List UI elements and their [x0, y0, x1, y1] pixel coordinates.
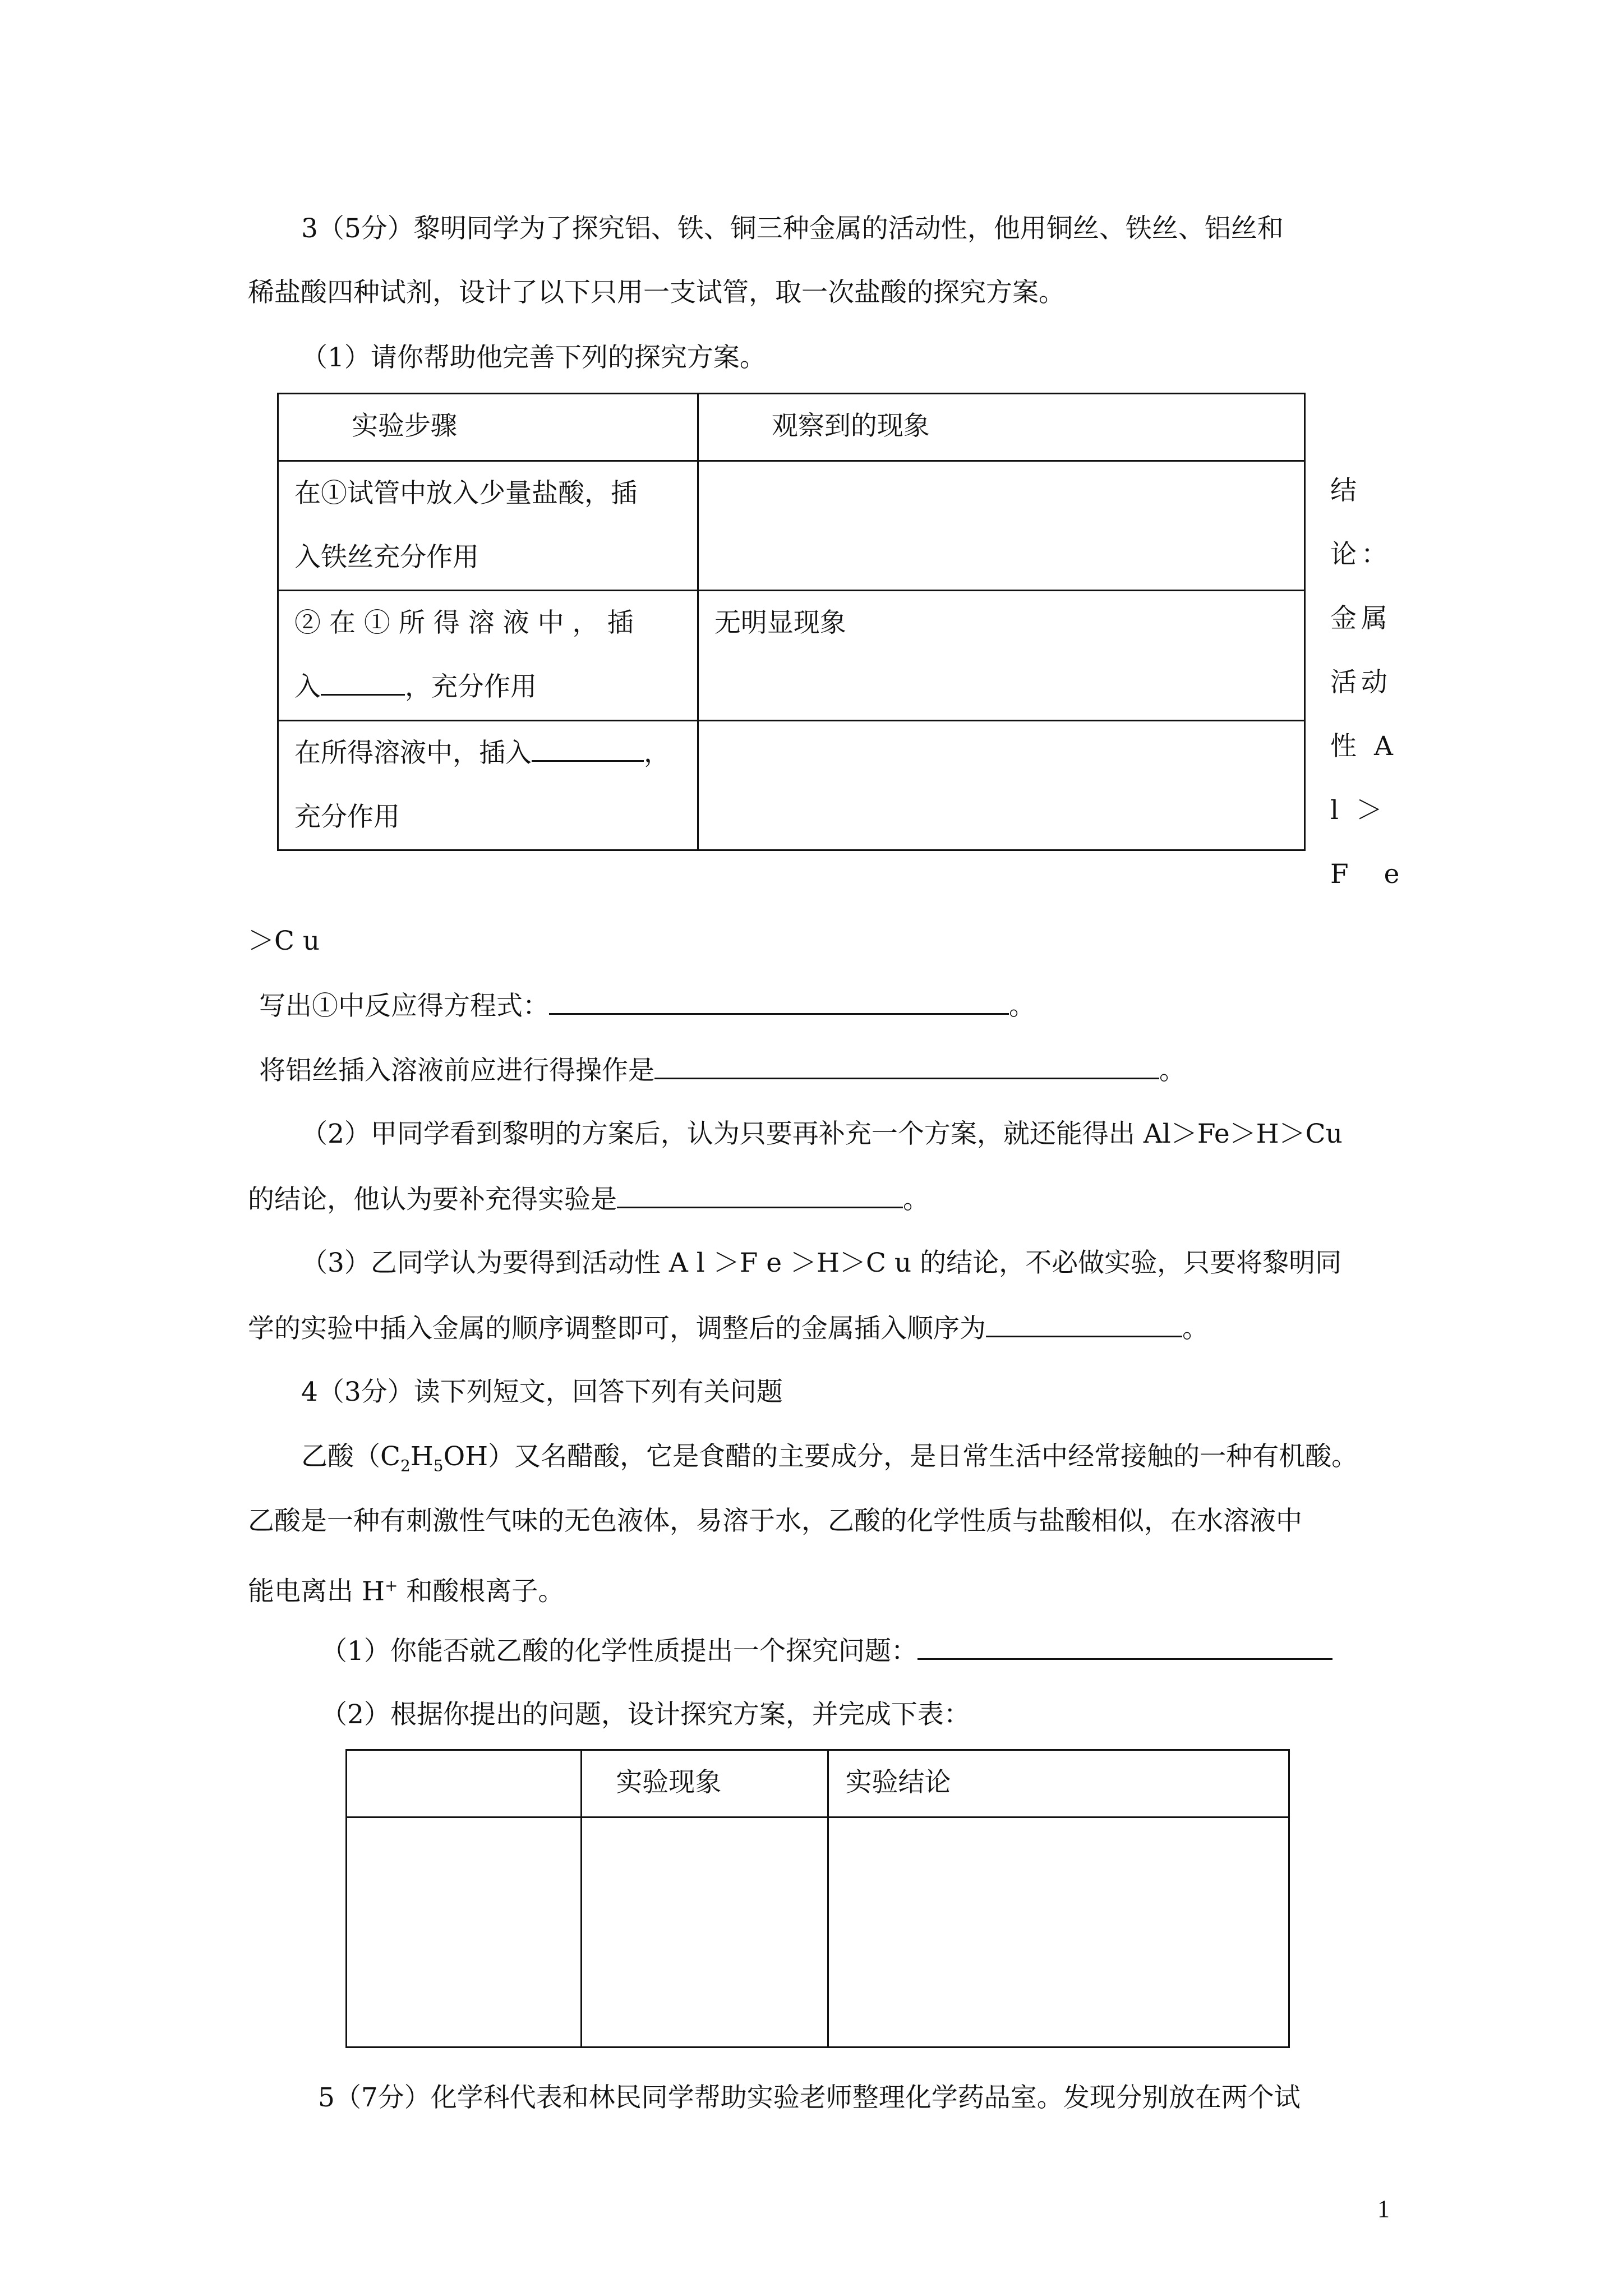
q4-sub1: （1）你能否就乙酸的化学性质提出一个探究问题： — [321, 1634, 1332, 1668]
q4-cell-conclusion[interactable] — [828, 1818, 1289, 2047]
q3-row3-observation[interactable] — [698, 721, 1304, 850]
q3-sub1: （1）请你帮助他完善下列的探究方案。 — [301, 342, 766, 373]
q3-header-observation: 观察到的现象 — [698, 394, 1304, 461]
q3-row2-observation: 无明显现象 — [698, 591, 1304, 721]
page-number: 1 — [1377, 2195, 1390, 2223]
q4-cell-plan[interactable] — [347, 1818, 582, 2047]
q3-table — [277, 393, 1306, 851]
q4-paragraph-line2: 乙酸是一种有刺激性气味的无色液体，易溶于水，乙酸的化学性质与盐酸相似，在水溶液中 — [248, 1506, 1302, 1536]
q3-intro-line2: 稀盐酸四种试剂，设计了以下只用一支试管，取一次盐酸的探究方案。 — [248, 277, 1065, 308]
q3-operation-line: 将铝丝插入溶液前应进行得操作是 。 — [259, 1053, 1186, 1088]
q3-sub2-line2: 的结论，他认为要补充得实验是 。 — [248, 1182, 929, 1217]
q3-row1-observation[interactable] — [698, 461, 1304, 591]
q3-row2-blank[interactable] — [321, 669, 405, 696]
q4-paragraph-line3: 能电离出 H+ 和酸根离子。 — [248, 1576, 565, 1607]
q5-line1: 5（7分）化学科代表和林民同学帮助实验老师整理化学药品室。发现分别放在两个试 — [318, 2082, 1301, 2113]
q4-header-conclusion: 实验结论 — [828, 1750, 1289, 1818]
q4-table — [345, 1749, 1290, 2048]
q3-sub2-blank[interactable] — [617, 1182, 903, 1208]
q4-paragraph-line1: 乙酸$(C_2H_5OH)$又名醋酸，它是食醋的主要成分，是日常生活中经常接触的一种有机酸。 — [301, 1441, 1358, 1475]
q3-equation-line: 写出①中反应得方程式： 。 — [259, 988, 1035, 1023]
q4-sub1-blank[interactable] — [917, 1634, 1332, 1660]
q3-row3-step: 在所得溶液中，插入 ， 充分作用 — [278, 721, 698, 850]
q4-header-phenomenon: 实验现象 — [582, 1750, 828, 1818]
q3-row2-step: ② 在 ① 所 得 溶 液 中 ， 插 入 ，充分作用 — [278, 591, 698, 721]
q3-sub3-blank[interactable] — [986, 1311, 1182, 1337]
q3-operation-blank[interactable] — [654, 1053, 1159, 1079]
q3-header-steps: 实验步骤 — [278, 394, 698, 461]
q4-intro: 4（3分）读下列短文，回答下列有关问题 — [301, 1377, 783, 1407]
q3-conclusion-side: 结 论： 金属 活动 性 A l ＞ F e — [1330, 475, 1404, 890]
q3-conclusion-tail: ＞C u — [248, 926, 320, 956]
q3-intro-line1: 3（5分）黎明同学为了探究铝、铁、铜三种金属的活动性，他用铜丝、铁丝、铝丝和 — [301, 213, 1284, 244]
q4-sub2: （2）根据你提出的问题，设计探究方案，并完成下表： — [321, 1699, 970, 1730]
q4-header-blank — [347, 1750, 582, 1818]
q3-sub2-line1: （2）甲同学看到黎明的方案后，认为只要再补充一个方案，就还能得出 Al＞Fe＞H＞Cu — [301, 1119, 1343, 1149]
q3-row1-step: 在①试管中放入少量盐酸，插 入铁丝充分作用 — [278, 461, 698, 591]
q3-sub3-line1: （3）乙同学认为要得到活动性 A l ＞F e ＞H＞C u 的结论，不必做实验，只要将黎明同 — [301, 1248, 1342, 1278]
q3-equation-blank[interactable] — [549, 988, 1009, 1015]
q3-row3-blank[interactable] — [532, 735, 644, 762]
q3-sub3-line2: 学的实验中插入金属的顺序调整即可，调整后的金属插入顺序为 。 — [248, 1311, 1209, 1346]
q4-cell-phenomenon[interactable] — [582, 1818, 828, 2047]
